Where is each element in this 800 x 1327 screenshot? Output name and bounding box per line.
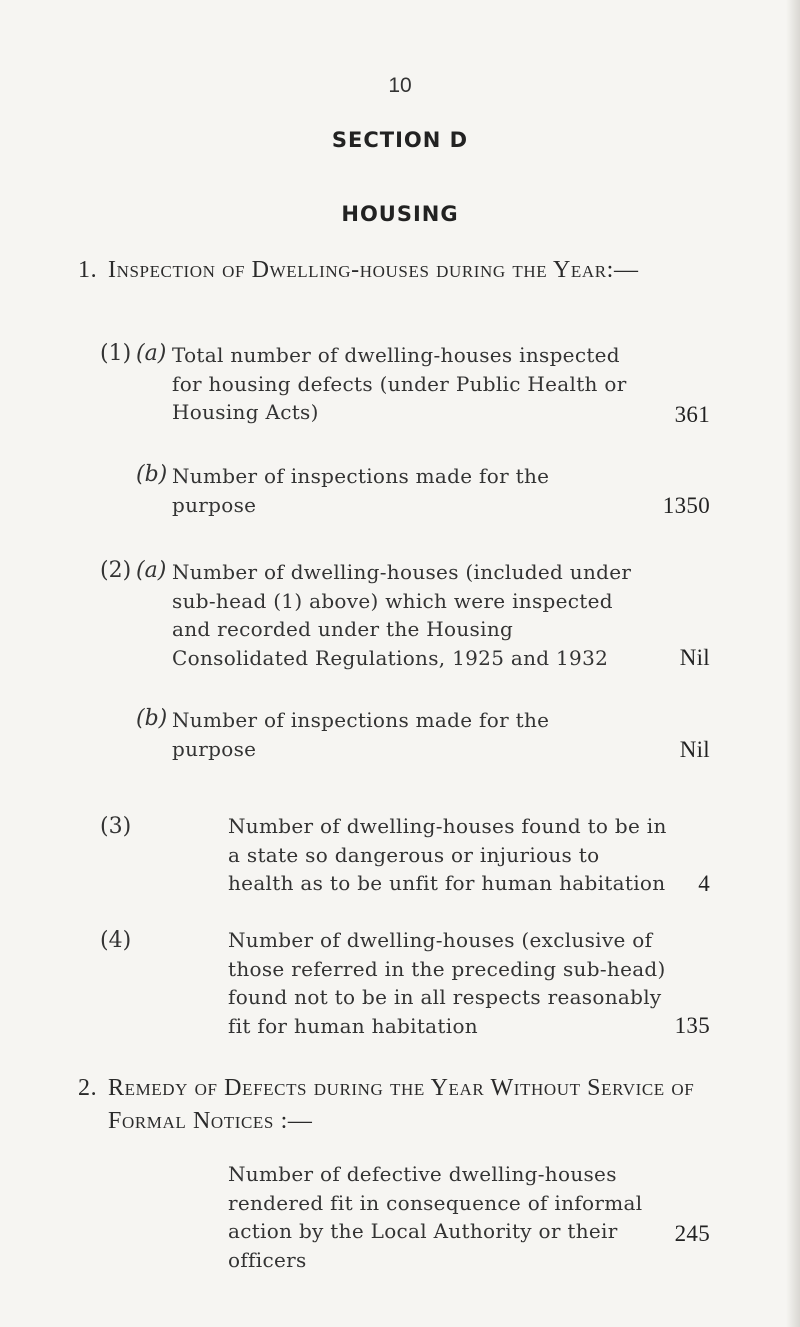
item4 xyxy=(228,926,710,1040)
item2-b xyxy=(172,706,710,764)
part1-heading-text: Inspection of Dwelling-houses during the Year:— xyxy=(108,257,639,283)
item1-a-label: (a) xyxy=(136,341,167,366)
item2-b-text: Number of inspections made for the purpose xyxy=(172,708,550,761)
item3-label: (3) xyxy=(100,814,132,839)
part2-number: 2. xyxy=(78,1075,98,1101)
page-edge-shadow xyxy=(786,0,800,1327)
item1-a xyxy=(172,341,710,429)
section-title: SECTION D xyxy=(331,128,469,152)
item2-a-text: Number of dwelling-houses (included under sub-head (1) above) which were inspected and recorded under the Housing Consolidated Regulations, 1925 and 1932 xyxy=(172,560,632,670)
item3-value: 4 xyxy=(698,870,710,896)
part2-heading xyxy=(78,1072,738,1138)
item1-a-value: 361 xyxy=(674,401,710,427)
item2-a-value: Nil xyxy=(679,644,710,670)
part1-heading xyxy=(78,254,738,287)
page-number: 10 xyxy=(388,74,412,97)
item2-b-label: (b) xyxy=(136,706,168,731)
item1-a-text: Total number of dwelling-houses inspected for housing defects (under Public Health or Housing Acts) xyxy=(172,343,627,424)
item3 xyxy=(228,812,710,898)
item1-b xyxy=(172,462,710,520)
part2-value: 245 xyxy=(674,1220,710,1246)
item4-value: 135 xyxy=(674,1012,710,1038)
item4-label: (4) xyxy=(100,928,132,953)
item3-text: Number of dwelling-houses found to be in a state so dangerous or injurious to health as to be unfit for human habitation xyxy=(228,814,667,895)
item2-a-label: (a) xyxy=(136,558,167,583)
subject-title: HOUSING xyxy=(341,202,459,226)
part1-number: 1. xyxy=(78,257,98,283)
part2-text: Number of defective dwelling-houses rendered fit in consequence of informal action by the Local Authority or their officers xyxy=(228,1162,643,1272)
item2-a xyxy=(172,558,710,672)
item1-label: (1) xyxy=(100,341,132,366)
part2-item xyxy=(228,1160,710,1272)
item4-text: Number of dwelling-houses (exclusive of those referred in the preceding sub-head) found not to be in all respects reasonably fit for human habitation xyxy=(228,928,666,1038)
item1-b-label: (b) xyxy=(136,462,168,487)
item2-label: (2) xyxy=(100,558,132,583)
item1-b-text: Number of inspections made for the purpose xyxy=(172,464,550,517)
item1-b-value: 1350 xyxy=(662,492,710,518)
part2-heading-text: Remedy of Defects during the Year Without Service of Formal Notices :— xyxy=(108,1075,695,1134)
item2-b-value: Nil xyxy=(679,736,710,762)
